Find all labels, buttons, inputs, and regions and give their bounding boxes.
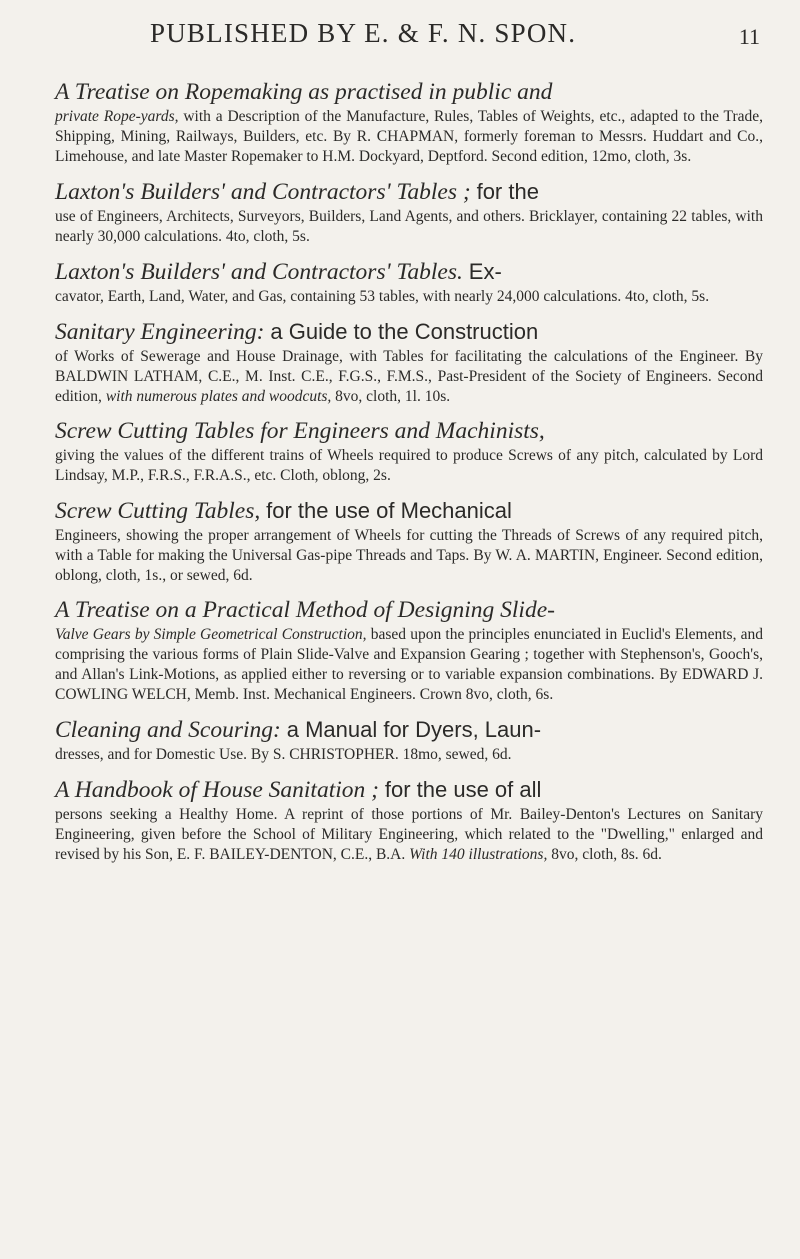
- entry-title-italic: A Handbook of House Sanitation ;: [55, 777, 379, 803]
- catalogue-entry: [55, 775, 763, 865]
- entry-description: [55, 107, 763, 167]
- entry-description: [55, 446, 763, 486]
- entry-description: [55, 805, 763, 865]
- entry-title-roman: Ex-: [468, 259, 502, 284]
- entry-title-italic: A Treatise on a Practical Method of Designing Slide-: [55, 597, 555, 623]
- entry-subtitle: private Rope-yards,: [55, 108, 179, 125]
- entry-description: [55, 347, 763, 407]
- entry-title-italic: Screw Cutting Tables,: [55, 498, 261, 524]
- entry-body-text: use of Engineers, Architects, Surveyors, Builders, Land Agents, and others. Bricklayer, containing 22 tables, with nearly 30,000 calculations. 4to, cloth, 5s.: [55, 208, 763, 245]
- entry-body-text: based upon the principles enunciated in Euclid's Elements, and comprising the various forms of Plain Slide-Valve and Expansion Gearing ; together with Stephenson's, Gooch's, and Allan's Link-Motions, as applied either to reversing or to variable expansion combinations. By EDWARD J. COWLING WELCH, Memb. Inst. Mechanical Engineers. Crown 8vo, cloth, 6s.: [55, 626, 764, 703]
- entry-body-text: dresses, and for Domestic Use. By S. CHRISTOPHER. 18mo, sewed, 6d.: [55, 746, 512, 763]
- catalogue-entry: [55, 715, 763, 765]
- entry-description: [55, 287, 763, 307]
- entry-title-italic: Screw Cutting Tables for Engineers and Machinists,: [55, 418, 545, 444]
- entry-title-roman: a Guide to the Construction: [270, 319, 539, 344]
- entry-title: [55, 257, 763, 287]
- entry-body-tail: 8vo, cloth, 8s. 6d.: [551, 846, 662, 863]
- entry-description: [55, 526, 763, 586]
- entry-title-italic: Laxton's Builders' and Contractors' Tables.: [55, 259, 463, 285]
- entry-title-roman: for the use of Mechanical: [266, 498, 512, 523]
- entry-description: [55, 207, 763, 247]
- entry-description: [55, 625, 763, 705]
- entry-title-italic: Laxton's Builders' and Contractors' Tables ;: [55, 179, 471, 205]
- entry-title-italic: Cleaning and Scouring:: [55, 717, 281, 743]
- entry-title-roman: for the: [476, 179, 539, 204]
- entry-body-text: Engineers, showing the proper arrangement of Wheels for cutting the Threads of Screws of any required pitch, with a Table for making the Universal Gas-pipe Threads and Taps. By W. A. MARTIN, Engineer. Second edition, oblong, cloth, 1s., or sewed, 6d.: [55, 527, 763, 584]
- entry-body-text: giving the values of the different trains of Wheels required to produce Screws of any pitch, calculated by Lord Lindsay, M.P., F.R.S., F.R.A.S., etc. Cloth, oblong, 2s.: [55, 447, 763, 484]
- entry-body-text: cavator, Earth, Land, Water, and Gas, containing 53 tables, with nearly 24,000 calculations. 4to, cloth, 5s.: [55, 288, 710, 305]
- entry-body-tail: 8vo, cloth, 1l. 10s.: [335, 388, 451, 405]
- entry-description: [55, 745, 763, 765]
- entry-title: [55, 317, 763, 347]
- entry-body-italic: With 140 illustrations,: [409, 846, 548, 863]
- entry-title: [55, 78, 763, 107]
- running-head: PUBLISHED BY E. & F. N. SPON.: [150, 18, 577, 48]
- entry-title-roman: a Manual for Dyers, Laun-: [286, 717, 542, 742]
- page-number: 11: [738, 24, 760, 49]
- catalogue-entry: [55, 257, 763, 307]
- entry-title: [55, 596, 763, 625]
- entry-title-italic: A Treatise on Ropemaking as practised in public and: [55, 79, 553, 105]
- entry-body-text: with a Description of the Manufacture, Rules, Tables of Weights, etc., adapted to the Trade, Shipping, Mining, Railways, Builders, etc. By R. CHAPMAN, formerly foreman to Messrs. Huddart and Co., Limehouse, and late Master Ropemaker to H.M. Dockyard, Deptford. Second edition, 12mo, cloth, 3s.: [55, 108, 763, 165]
- catalogue-entry: [55, 596, 763, 705]
- catalogue-entry: [55, 317, 763, 407]
- entry-title: [55, 177, 763, 207]
- catalogue-entry: [55, 78, 763, 167]
- entry-title: [55, 775, 763, 805]
- entry-title: [55, 417, 763, 446]
- entry-subtitle: Valve Gears by Simple Geometrical Construction,: [55, 626, 367, 643]
- entry-body-italic: with numerous plates and woodcuts,: [105, 388, 332, 405]
- entry-title-roman: for the use of all: [384, 777, 542, 802]
- catalogue-entry: [55, 177, 763, 247]
- entry-title: [55, 496, 763, 526]
- entry-title-italic: Sanitary Engineering:: [55, 319, 265, 345]
- catalogue-entry: [55, 417, 763, 486]
- entry-title: [55, 715, 763, 745]
- entry-body-text: of Works of Sewerage and House Drainage, with Tables for facilitating the calculations of the Engineer. By BALDWIN LATHAM, C.E., M. Inst. C.E., F.G.S., F.M.S., Past-President of the Society of Engineers. Second edition,: [55, 348, 763, 405]
- catalogue-entry: [55, 496, 763, 586]
- entry-body-text: persons seeking a Healthy Home. A reprint of those portions of Mr. Bailey-Denton's Lectures on Sanitary Engineering, given before the School of Military Engineering, which related to the "Dwelling," enlarged and revised by his Son, E. F. BAILEY-DENTON, C.E., B.A.: [55, 806, 763, 863]
- entries-list: [55, 78, 763, 875]
